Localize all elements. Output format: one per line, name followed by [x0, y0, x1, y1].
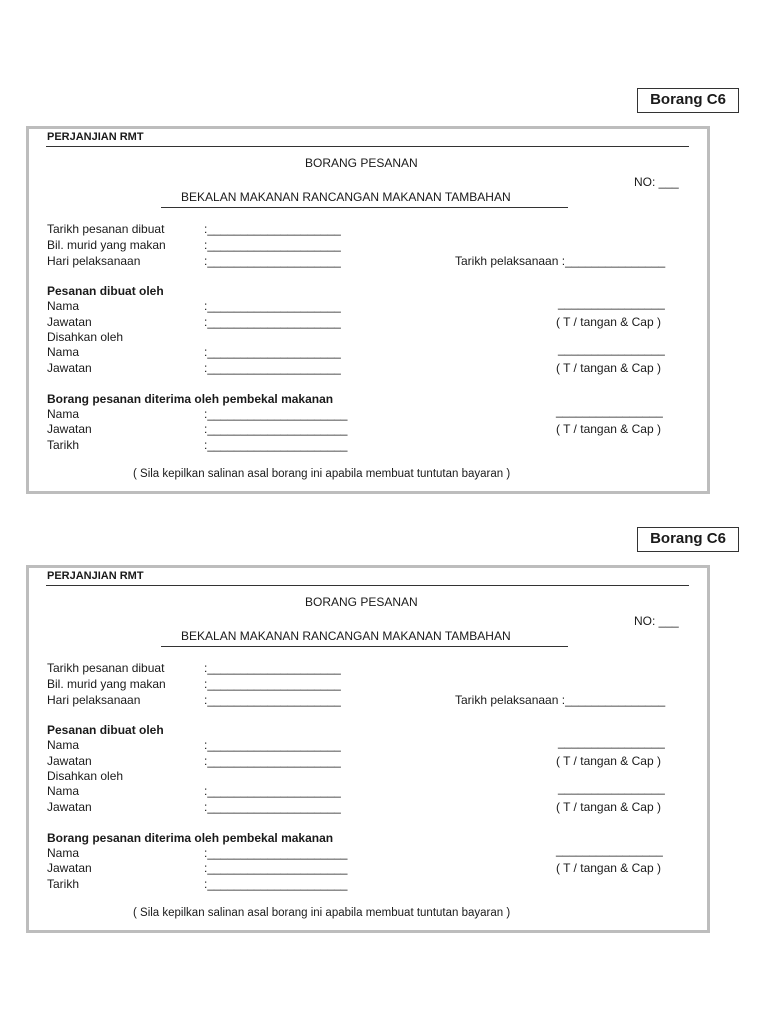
- label-hari-pelaksanaan: Hari pelaksanaan: [47, 254, 141, 268]
- form-label: Borang C6: [637, 88, 739, 113]
- form-header: PERJANJIAN RMT: [47, 570, 144, 582]
- signature-line-disahkan[interactable]: ________________: [558, 781, 665, 795]
- tarikh-pesanan-field[interactable]: :____________________: [204, 661, 341, 675]
- tarikh-pelaksanaan-field[interactable]: Tarikh pelaksanaan :_______________: [455, 254, 666, 268]
- header-divider: [46, 146, 689, 147]
- label-nama-disahkan: Nama: [47, 784, 80, 798]
- signature-caption-pesanan: ( T / tangan & Cap ): [556, 754, 661, 768]
- label-hari-pelaksanaan: Hari pelaksanaan: [47, 693, 141, 707]
- label-jawatan-pesanan: Jawatan: [47, 315, 92, 329]
- nama-disahkan-field[interactable]: :____________________: [204, 345, 341, 359]
- label-jawatan-disahkan: Jawatan: [47, 800, 92, 814]
- subtitle-underline: [161, 646, 568, 647]
- section-diterima: Borang pesanan diterima oleh pembekal makanan: [47, 831, 334, 845]
- label-jawatan-diterima: Jawatan: [47, 861, 92, 875]
- tarikh-pesanan-field[interactable]: :____________________: [204, 222, 341, 236]
- signature-line-pesanan[interactable]: ________________: [558, 735, 665, 749]
- nama-pesanan-field[interactable]: :____________________: [204, 299, 341, 313]
- nama-disahkan-field[interactable]: :____________________: [204, 784, 341, 798]
- label-tarikh-diterima: Tarikh: [47, 877, 80, 891]
- order-form-copy-2: [0, 525, 768, 965]
- label-tarikh-pesanan: Tarikh pesanan dibuat: [47, 661, 165, 675]
- nama-diterima-field[interactable]: :_____________________: [204, 407, 348, 421]
- label-nama-pesanan: Nama: [47, 299, 80, 313]
- hari-pelaksanaan-field[interactable]: :____________________: [204, 693, 341, 707]
- section-pesanan: Pesanan dibuat oleh: [47, 284, 164, 298]
- order-number-field[interactable]: NO: ___: [634, 175, 679, 189]
- form-border: [26, 126, 710, 494]
- section-disahkan: Disahkan oleh: [47, 769, 124, 783]
- footer-note: ( Sila kepilkan salinan asal borang ini apabila membuat tuntutan bayaran ): [133, 907, 511, 919]
- bil-murid-field[interactable]: :____________________: [204, 677, 341, 691]
- footer-note: ( Sila kepilkan salinan asal borang ini apabila membuat tuntutan bayaran ): [133, 468, 511, 480]
- form-label: Borang C6: [637, 527, 739, 552]
- nama-diterima-field[interactable]: :_____________________: [204, 846, 348, 860]
- label-bil-murid: Bil. murid yang makan: [47, 677, 166, 691]
- signature-line-pesanan[interactable]: ________________: [558, 296, 665, 310]
- label-tarikh-pesanan: Tarikh pesanan dibuat: [47, 222, 165, 236]
- form-subtitle: BEKALAN MAKANAN RANCANGAN MAKANAN TAMBAHAN: [181, 190, 511, 204]
- form-subtitle: BEKALAN MAKANAN RANCANGAN MAKANAN TAMBAHAN: [181, 629, 511, 643]
- form-border: [26, 565, 710, 933]
- label-nama-pesanan: Nama: [47, 738, 80, 752]
- signature-caption-disahkan: ( T / tangan & Cap ): [556, 800, 661, 814]
- nama-pesanan-field[interactable]: :____________________: [204, 738, 341, 752]
- bil-murid-field[interactable]: :____________________: [204, 238, 341, 252]
- jawatan-diterima-field[interactable]: :_____________________: [204, 422, 348, 436]
- jawatan-disahkan-field[interactable]: :____________________: [204, 800, 341, 814]
- label-jawatan-disahkan: Jawatan: [47, 361, 92, 375]
- jawatan-pesanan-field[interactable]: :____________________: [204, 754, 341, 768]
- tarikh-diterima-field[interactable]: :_____________________: [204, 438, 348, 452]
- signature-line-diterima[interactable]: ________________: [556, 404, 663, 418]
- form-header: PERJANJIAN RMT: [47, 131, 144, 143]
- jawatan-pesanan-field[interactable]: :____________________: [204, 315, 341, 329]
- section-diterima: Borang pesanan diterima oleh pembekal makanan: [47, 392, 334, 406]
- label-jawatan-pesanan: Jawatan: [47, 754, 92, 768]
- subtitle-underline: [161, 207, 568, 208]
- section-pesanan: Pesanan dibuat oleh: [47, 723, 164, 737]
- form-title: BORANG PESANAN: [305, 156, 418, 170]
- signature-line-disahkan[interactable]: ________________: [558, 342, 665, 356]
- form-title: BORANG PESANAN: [305, 595, 418, 609]
- header-divider: [46, 585, 689, 586]
- tarikh-diterima-field[interactable]: :_____________________: [204, 877, 348, 891]
- label-nama-disahkan: Nama: [47, 345, 80, 359]
- hari-pelaksanaan-field[interactable]: :____________________: [204, 254, 341, 268]
- signature-caption-disahkan: ( T / tangan & Cap ): [556, 361, 661, 375]
- signature-caption-diterima: ( T / tangan & Cap ): [556, 422, 661, 436]
- tarikh-pelaksanaan-field[interactable]: Tarikh pelaksanaan :_______________: [455, 693, 666, 707]
- label-tarikh-diterima: Tarikh: [47, 438, 80, 452]
- jawatan-disahkan-field[interactable]: :____________________: [204, 361, 341, 375]
- order-number-field[interactable]: NO: ___: [634, 614, 679, 628]
- label-nama-diterima: Nama: [47, 846, 80, 860]
- jawatan-diterima-field[interactable]: :_____________________: [204, 861, 348, 875]
- signature-line-diterima[interactable]: ________________: [556, 843, 663, 857]
- label-nama-diterima: Nama: [47, 407, 80, 421]
- label-bil-murid: Bil. murid yang makan: [47, 238, 166, 252]
- order-form-copy-1: [0, 86, 768, 526]
- signature-caption-pesanan: ( T / tangan & Cap ): [556, 315, 661, 329]
- signature-caption-diterima: ( T / tangan & Cap ): [556, 861, 661, 875]
- label-jawatan-diterima: Jawatan: [47, 422, 92, 436]
- section-disahkan: Disahkan oleh: [47, 330, 124, 344]
